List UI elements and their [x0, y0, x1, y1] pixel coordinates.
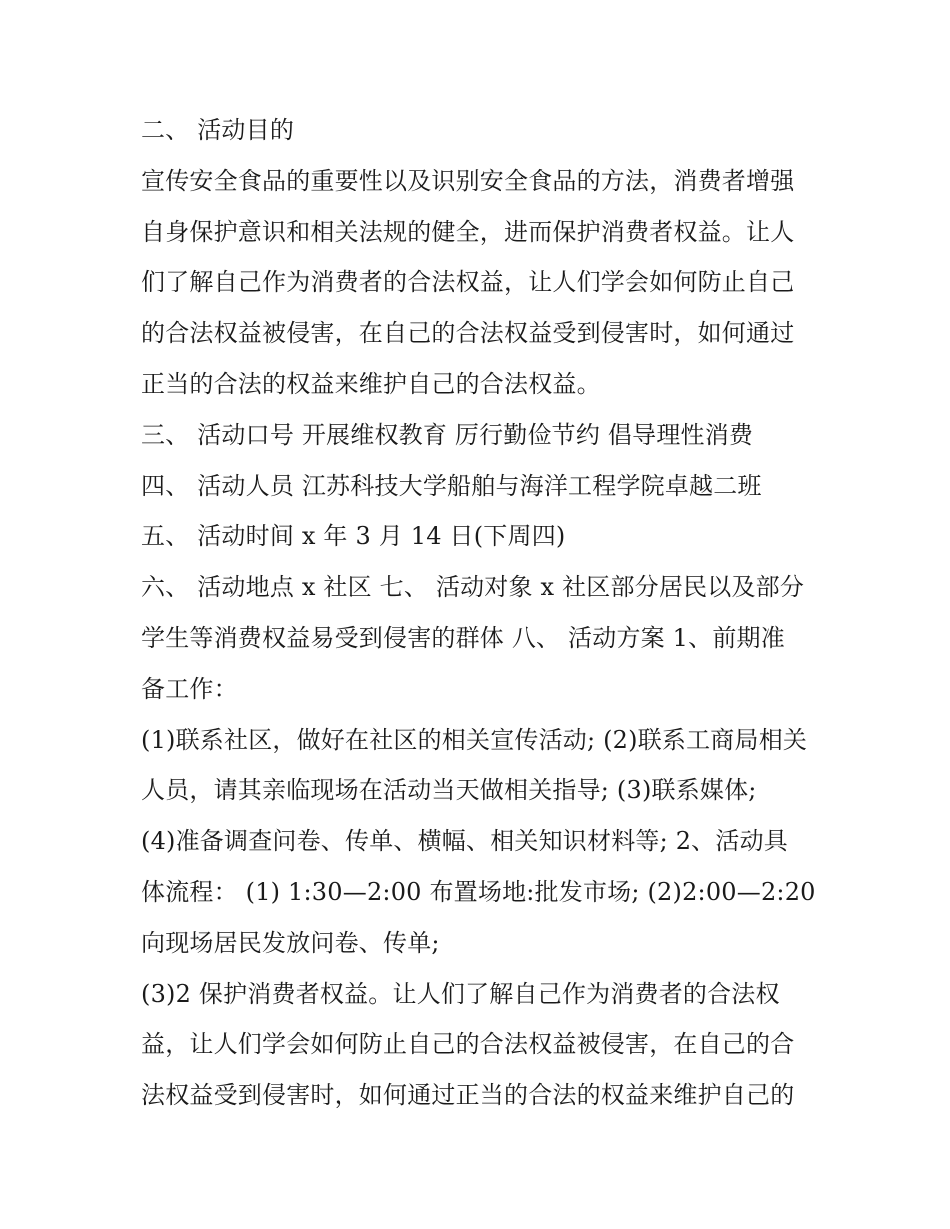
paragraph-line: (4)准备调查问卷、传单、横幅、相关知识材料等; 2、活动具 [141, 827, 788, 856]
section-heading-purpose: 二、 活动目的 [141, 116, 295, 144]
section-heading-slogan: 三、 活动口号 开展维权教育 厉行勤俭节约 倡导理性消费 [141, 420, 754, 449]
document-body [141, 105, 821, 1121]
paragraph-line: 们了解自己作为消费者的合法权益，让人们学会如何防止自己 [141, 268, 795, 297]
paragraph-line: (3)2 保护消费者权益。让人们了解自己作为消费者的合法权 [141, 979, 780, 1008]
paragraph-line: 人员，请其亲临现场在活动当天做相关指导; (3)联系媒体; [141, 776, 757, 805]
paragraph-line: 法权益受到侵害时，如何通过正当的合法的权益来维护自己的 [141, 1081, 795, 1110]
paragraph-line: 备工作： [141, 674, 238, 703]
paragraph-line: 自身保护意识和相关法规的健全，进而保护消费者权益。让人 [141, 217, 795, 246]
paragraph-line: 学生等消费权益易受到侵害的群体 八、 活动方案 1、前期准 [141, 623, 785, 652]
paragraph-line: 的合法权益被侵害，在自己的合法权益受到侵害时，如何通过 [141, 319, 795, 348]
paragraph-line: 正当的合法的权益来维护自己的合法权益。 [141, 369, 601, 398]
paragraph-line: 宣传安全食品的重要性以及识别安全食品的方法，消费者增强 [141, 166, 795, 195]
section-heading-location: 六、 活动地点 x 社区 七、 活动对象 x 社区部分居民以及部分 [141, 573, 805, 602]
paragraph-line: 益，让人们学会如何防止自己的合法权益被侵害，在自己的合 [141, 1030, 795, 1059]
section-heading-time: 五、 活动时间 x 年 3 月 14 日(下周四) [141, 522, 566, 551]
section-heading-personnel: 四、 活动人员 江苏科技大学船舶与海洋工程学院卓越二班 [141, 471, 762, 500]
paragraph-line: 向现场居民发放问卷、传单; [141, 928, 440, 957]
paragraph-line: (1)联系社区，做好在社区的相关宣传活动; (2)联系工商局相关 [141, 725, 808, 754]
paragraph-line: 体流程： (1) 1:30—2:00 布置场地:批发市场; (2)2:00—2:20 [141, 877, 816, 906]
